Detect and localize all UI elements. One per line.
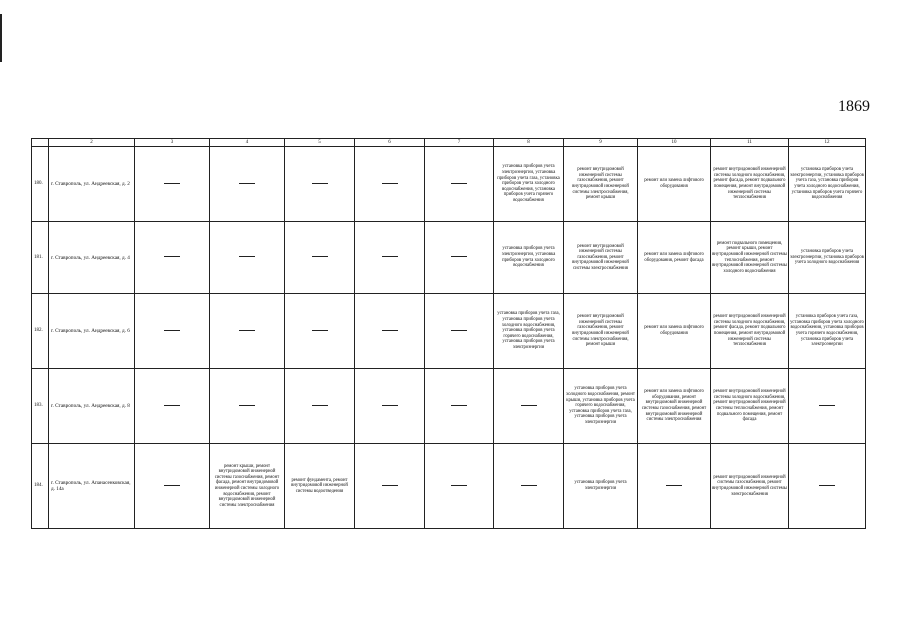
work-cell: ремонт внутридомовой инженерной системы газоснабжения, ремонт внутридомовой инженерной системы электроснабжения, ремонт крыши xyxy=(564,147,638,222)
dash-mark xyxy=(382,256,398,257)
page-number: 1869 xyxy=(838,98,870,115)
work-cell xyxy=(425,294,494,369)
work-cell xyxy=(210,294,285,369)
table-row xyxy=(32,444,866,529)
dash-mark xyxy=(521,405,537,406)
work-cell xyxy=(494,369,564,444)
work-cell xyxy=(135,222,210,294)
work-cell: ремонт или замена лифтового оборудования xyxy=(638,147,711,222)
work-cell: ремонт или замена лифтового оборудования, ремонт фасада xyxy=(638,222,711,294)
column-header-1 xyxy=(32,139,49,147)
dash-mark xyxy=(451,405,467,406)
table-row xyxy=(32,222,866,294)
dash-mark xyxy=(239,183,255,184)
column-header-2: 2 xyxy=(49,139,135,147)
work-cell xyxy=(355,444,425,529)
work-cell xyxy=(638,444,711,529)
work-cell xyxy=(285,294,355,369)
repair-schedule-table xyxy=(31,138,866,529)
dash-mark xyxy=(521,485,537,486)
work-cell xyxy=(425,147,494,222)
work-cell: установка приборов учета газа, установка приборов учета холодного водоснабжения, установка приборов учета горячего водоснабжения, установка приборов учета электроэнергии xyxy=(494,294,564,369)
dash-mark xyxy=(312,256,328,257)
column-header-10: 10 xyxy=(638,139,711,147)
dash-mark xyxy=(239,256,255,257)
work-cell: установка приборов учета электроэнергии, установка приборов учета холодного водоснабжения xyxy=(789,222,866,294)
dash-mark xyxy=(164,330,180,331)
column-header-5: 5 xyxy=(285,139,355,147)
work-cell: установка приборов учета электроэнергии, установка приборов учета газа, установка приборов учета холодного водоснабжения, установка приборов учета горячего водоснабжения xyxy=(494,147,564,222)
dash-mark xyxy=(312,183,328,184)
work-cell xyxy=(425,444,494,529)
work-cell xyxy=(355,147,425,222)
dash-mark xyxy=(451,183,467,184)
work-cell xyxy=(789,369,866,444)
row-number: 181. xyxy=(32,222,49,294)
dash-mark xyxy=(382,330,398,331)
dash-mark xyxy=(666,485,682,486)
dash-mark xyxy=(819,405,835,406)
scan-edge-mark xyxy=(0,14,2,62)
address-cell: г. Ставрополь, ул. Андреевская, д. 2 xyxy=(49,147,135,222)
work-cell xyxy=(135,147,210,222)
work-cell: установка приборов учета электроэнергии xyxy=(564,444,638,529)
work-cell: установка приборов учета электроэнергии, установка приборов учета газа, установка приборов учета холодного водоснабжения, установка приборов учета горячего водоснабжения xyxy=(789,147,866,222)
header-row xyxy=(32,139,866,147)
work-cell: ремонт или замена лифтового оборудования xyxy=(638,294,711,369)
dash-mark xyxy=(382,485,398,486)
dash-mark xyxy=(451,330,467,331)
work-cell: ремонт внутридомовой инженерной системы газоснабжения, ремонт внутридомовой инженерной системы электроснабжения xyxy=(564,222,638,294)
work-cell xyxy=(210,147,285,222)
work-cell xyxy=(135,444,210,529)
column-header-11: 11 xyxy=(711,139,789,147)
work-cell xyxy=(210,369,285,444)
dash-mark xyxy=(239,405,255,406)
work-cell xyxy=(285,222,355,294)
work-cell: ремонт внутридомовой инженерной системы газоснабжения, ремонт внутридомовой инженерной системы электроснабжения xyxy=(711,444,789,529)
column-header-9: 9 xyxy=(564,139,638,147)
work-cell: ремонт крыши, ремонт внутридомовой инженерной системы газоснабжения, ремонт фасада, ремонт внутридомовой инженерной системы холодного водоснабжения, ремонт внутридомовой инженерной системы электроснабжения xyxy=(210,444,285,529)
work-cell xyxy=(285,369,355,444)
work-cell: ремонт внутридомовой инженерной системы холодного водоснабжения, ремонт фасада, ремонт подвального помещения, ремонт внутридомовой инженерной системы теплоснабжения xyxy=(711,294,789,369)
work-cell: ремонт внутридомовой инженерной системы холодного водоснабжения, ремонт фасада, ремонт подвального помещения, ремонт внутридомовой инженерной системы теплоснабжения xyxy=(711,147,789,222)
address-cell: г. Ставрополь, ул. Апанасенковская, д. 14а xyxy=(49,444,135,529)
work-cell: ремонт внутридомовой инженерной системы газоснабжения, ремонт внутридомовой инженерной системы электроснабжения, ремонт крыши xyxy=(564,294,638,369)
work-cell xyxy=(135,369,210,444)
row-number: 180. xyxy=(32,147,49,222)
work-cell xyxy=(425,369,494,444)
dash-mark xyxy=(382,183,398,184)
dash-mark xyxy=(819,485,835,486)
work-cell xyxy=(355,294,425,369)
row-number: 182. xyxy=(32,294,49,369)
column-header-7: 7 xyxy=(425,139,494,147)
row-number: 183. xyxy=(32,369,49,444)
work-cell xyxy=(355,222,425,294)
work-cell: ремонт подвального помещения, ремонт крыши, ремонт внутридомовой инженерной системы теплоснабжения, ремонт внутридомовой инженерной системы холодного водоснабжения xyxy=(711,222,789,294)
column-header-12: 12 xyxy=(789,139,866,147)
column-header-4: 4 xyxy=(210,139,285,147)
work-cell: установка приборов учета электроэнергии, установка приборов учета холодного водоснабжения xyxy=(494,222,564,294)
column-header-3: 3 xyxy=(135,139,210,147)
dash-mark xyxy=(312,330,328,331)
dash-mark xyxy=(382,405,398,406)
work-cell: ремонт фундамента, ремонт внутридомовой инженерной системы водоотведения xyxy=(285,444,355,529)
dash-mark xyxy=(164,183,180,184)
work-cell xyxy=(355,369,425,444)
dash-mark xyxy=(164,256,180,257)
table-row xyxy=(32,369,866,444)
work-cell xyxy=(135,294,210,369)
work-cell xyxy=(789,444,866,529)
work-cell xyxy=(425,222,494,294)
work-cell: ремонт или замена лифтового оборудования, ремонт внутридомовой инженерной системы газоснабжения, ремонт внутридомовой инженерной системы электроснабжения xyxy=(638,369,711,444)
work-cell: ремонт внутридомовой инженерной системы холодного водоснабжения, ремонт внутридомовой инженерной системы теплоснабжения, ремонт подвального помещения, ремонт фасада xyxy=(711,369,789,444)
dash-mark xyxy=(239,330,255,331)
table-row xyxy=(32,147,866,222)
work-cell xyxy=(285,147,355,222)
table-row xyxy=(32,294,866,369)
address-cell: г. Ставрополь, ул. Андреевская, д. 4 xyxy=(49,222,135,294)
dash-mark xyxy=(451,256,467,257)
work-cell: установка приборов учета холодного водоснабжения, ремонт крыши, установка приборов учета горячего водоснабжения, установка приборов учета газа, установка приборов учета электроэнергии xyxy=(564,369,638,444)
dash-mark xyxy=(312,405,328,406)
column-header-8: 8 xyxy=(494,139,564,147)
address-cell: г. Ставрополь, ул. Андреевская, д. 6 xyxy=(49,294,135,369)
row-number: 184. xyxy=(32,444,49,529)
work-cell: установка приборов учета газа, установка приборов учета холодного водоснабжения, установка приборов учета горячего водоснабжения, установка приборов учета электроэнергии xyxy=(789,294,866,369)
dash-mark xyxy=(451,485,467,486)
work-cell xyxy=(494,444,564,529)
column-header-6: 6 xyxy=(355,139,425,147)
dash-mark xyxy=(164,405,180,406)
dash-mark xyxy=(164,485,180,486)
address-cell: г. Ставрополь, ул. Андреевская, д. 8 xyxy=(49,369,135,444)
work-cell xyxy=(210,222,285,294)
